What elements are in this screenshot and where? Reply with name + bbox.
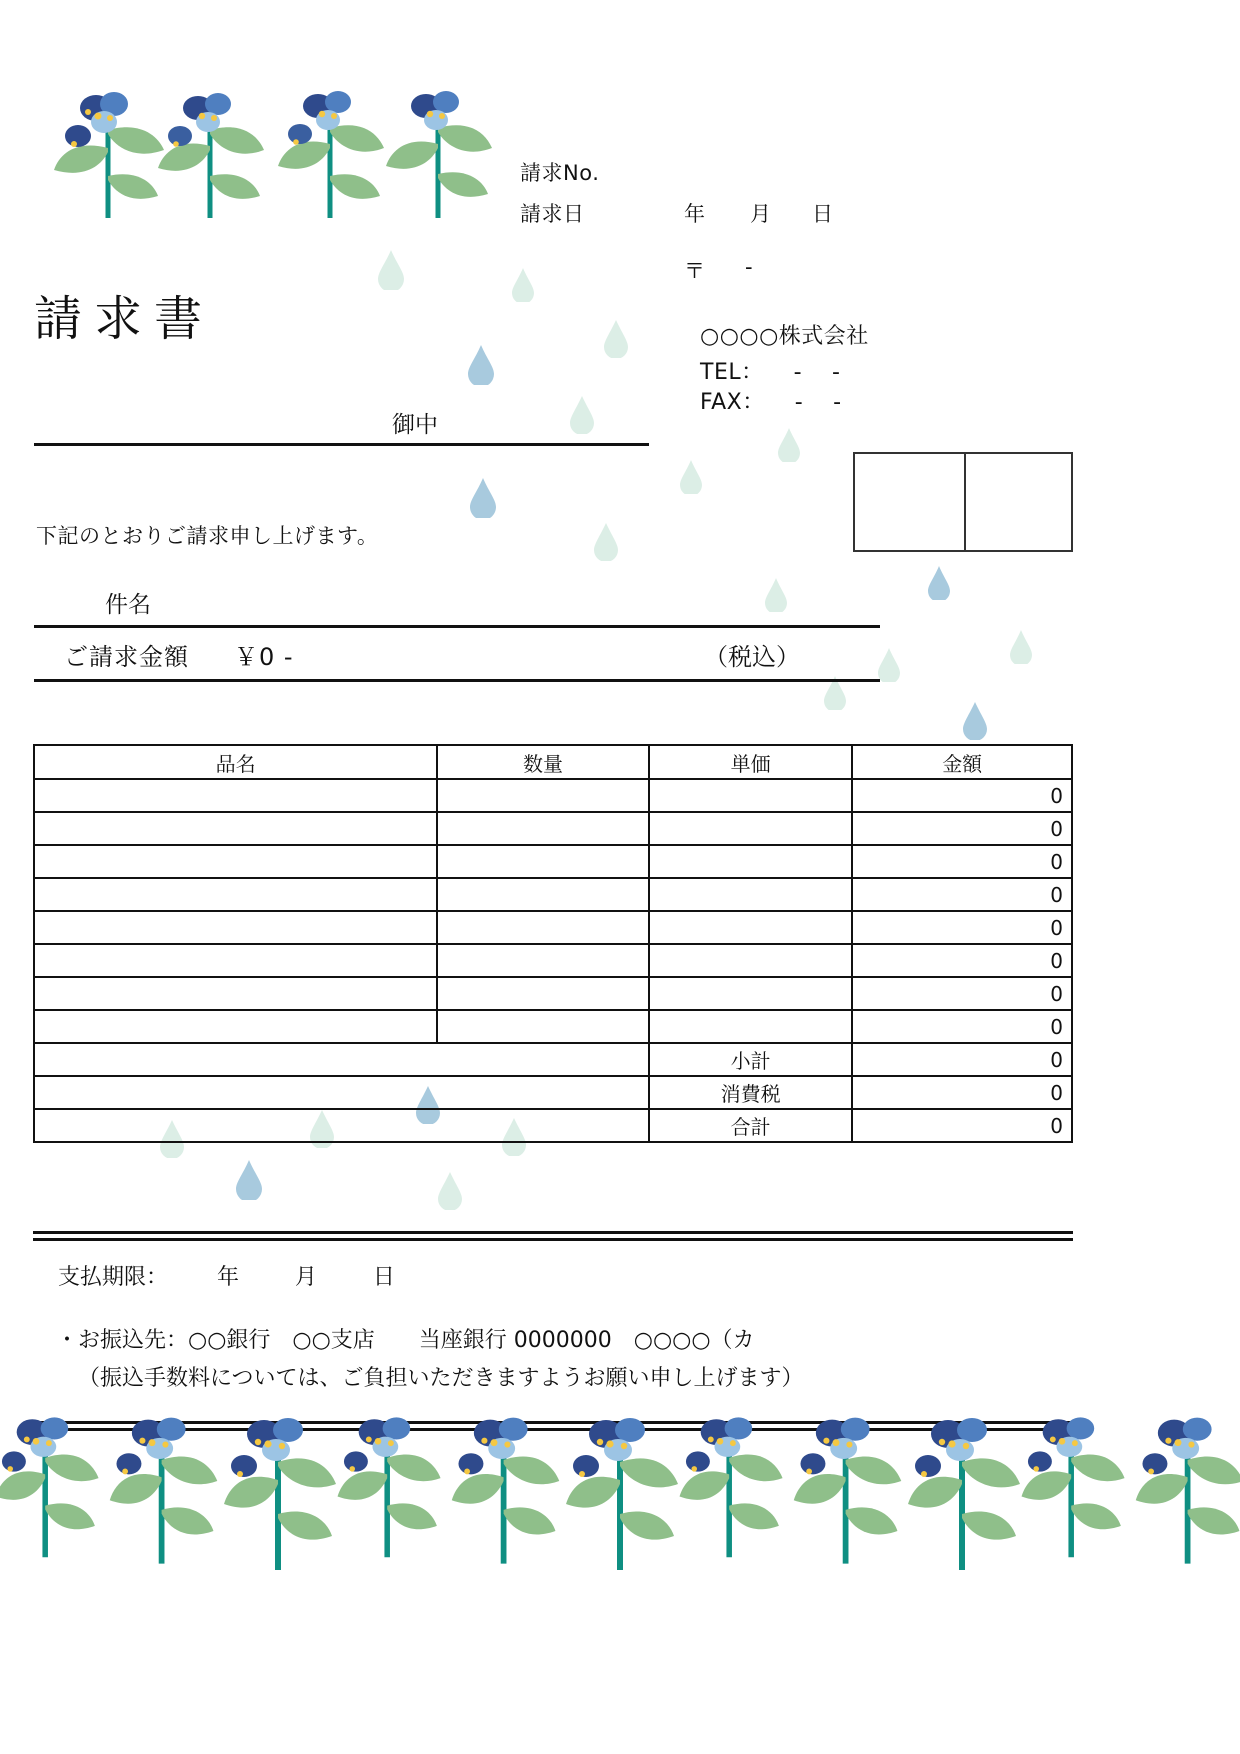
table-row xyxy=(34,845,1072,878)
postal-code-dash: - xyxy=(745,255,754,279)
cell-price[interactable] xyxy=(649,779,853,812)
issuer-fax: FAX： - - xyxy=(700,390,842,415)
cell-qty[interactable] xyxy=(437,911,649,944)
table-row xyxy=(34,812,1072,845)
postal-code-mark: 〒 xyxy=(684,259,706,283)
column-header-item-name: 品名 xyxy=(34,745,437,779)
total-amount-value: ￥0 - xyxy=(234,643,294,671)
cell-amount[interactable]: 0 xyxy=(852,977,1072,1010)
subject-label: 件名 xyxy=(105,592,151,618)
invoice-date-label: 請求日 xyxy=(520,202,585,226)
issuer-company-name: ○○○○株式会社 xyxy=(700,324,869,349)
column-header-unit-price: 単価 xyxy=(649,745,853,779)
bank-transfer-line: ・お振込先：○○銀行 ○○支店 当座銀行 0000000 ○○○○（カ xyxy=(56,1328,755,1353)
bank-fee-note: （振込手数料については、ご負担いただきますようお願い申し上げます） xyxy=(78,1366,804,1391)
invoice-number-label: 請求No. xyxy=(520,161,600,185)
summary-amount[interactable]: 0 xyxy=(852,1043,1072,1076)
invoice-date-day-label: 日 xyxy=(812,202,834,226)
cell-price[interactable] xyxy=(649,878,853,911)
total-amount-label: ご請求金額 xyxy=(64,643,189,671)
cell-amount[interactable]: 0 xyxy=(852,878,1072,911)
summary-amount[interactable]: 0 xyxy=(852,1109,1072,1142)
column-header-quantity: 数量 xyxy=(437,745,649,779)
page-title: 請求書 xyxy=(34,291,215,347)
cell-name[interactable] xyxy=(34,779,437,812)
summary-spacer xyxy=(34,1109,649,1142)
raindrop-icon xyxy=(236,1160,262,1200)
client-name-rule xyxy=(34,443,649,446)
table-row xyxy=(34,878,1072,911)
column-header-amount: 金額 xyxy=(852,745,1072,779)
raindrop-icon xyxy=(928,566,950,600)
cell-price[interactable] xyxy=(649,812,853,845)
floral-decoration-bottom xyxy=(0,1390,1240,1570)
cell-amount[interactable]: 0 xyxy=(852,812,1072,845)
raindrop-icon xyxy=(963,702,987,740)
cell-name[interactable] xyxy=(34,845,437,878)
cell-qty[interactable] xyxy=(437,1010,649,1043)
cell-name[interactable] xyxy=(34,911,437,944)
raindrop-icon xyxy=(604,320,628,358)
cell-qty[interactable] xyxy=(437,845,649,878)
cell-name[interactable] xyxy=(34,1010,437,1043)
raindrop-icon xyxy=(512,268,534,302)
cell-price[interactable] xyxy=(649,944,853,977)
table-row xyxy=(34,911,1072,944)
summary-row xyxy=(34,1109,1072,1142)
issuer-tel: TEL： - - xyxy=(700,360,841,385)
cell-name[interactable] xyxy=(34,878,437,911)
cell-name[interactable] xyxy=(34,812,437,845)
table-row xyxy=(34,944,1072,977)
cell-amount[interactable]: 0 xyxy=(852,779,1072,812)
table-row xyxy=(34,977,1072,1010)
stamp-box-divider xyxy=(964,454,966,550)
cell-name[interactable] xyxy=(34,977,437,1010)
raindrop-icon xyxy=(878,648,900,682)
cell-amount[interactable]: 0 xyxy=(852,845,1072,878)
raindrop-icon xyxy=(1010,630,1032,664)
invoice-date-year-label: 年 xyxy=(684,202,706,226)
summary-spacer xyxy=(34,1043,649,1076)
cell-qty[interactable] xyxy=(437,779,649,812)
client-honorific: 御中 xyxy=(392,412,438,438)
request-statement: 下記のとおりご請求申し上げます。 xyxy=(36,524,379,548)
raindrop-icon xyxy=(778,428,800,462)
cell-price[interactable] xyxy=(649,845,853,878)
tax-inclusive-note: （税込） xyxy=(704,643,800,671)
cell-name[interactable] xyxy=(34,944,437,977)
invoice-date-month-label: 月 xyxy=(750,202,772,226)
table-row xyxy=(34,779,1072,812)
raindrop-icon xyxy=(378,250,404,290)
amount-rule xyxy=(34,679,880,682)
summary-label: 消費税 xyxy=(649,1076,853,1109)
stamp-box xyxy=(853,452,1073,552)
cell-qty[interactable] xyxy=(437,944,649,977)
raindrop-icon xyxy=(680,460,702,494)
section-divider-lower xyxy=(33,1421,1073,1431)
raindrop-icon xyxy=(468,345,494,385)
section-divider-upper xyxy=(33,1231,1073,1241)
payment-due-line: 支払期限： 年 月 日 xyxy=(58,1265,395,1290)
cell-price[interactable] xyxy=(649,1010,853,1043)
cell-qty[interactable] xyxy=(437,977,649,1010)
raindrop-icon xyxy=(570,396,594,434)
table-row xyxy=(34,1010,1072,1043)
raindrop-icon xyxy=(438,1172,462,1210)
cell-amount[interactable]: 0 xyxy=(852,944,1072,977)
subject-rule xyxy=(34,625,880,628)
items-table xyxy=(33,744,1073,1143)
floral-decoration-top xyxy=(28,78,528,218)
summary-label: 合計 xyxy=(649,1109,853,1142)
cell-price[interactable] xyxy=(649,977,853,1010)
summary-label: 小計 xyxy=(649,1043,853,1076)
raindrop-icon xyxy=(594,523,618,561)
cell-qty[interactable] xyxy=(437,878,649,911)
raindrop-icon xyxy=(470,478,496,518)
summary-spacer xyxy=(34,1076,649,1109)
summary-amount[interactable]: 0 xyxy=(852,1076,1072,1109)
cell-amount[interactable]: 0 xyxy=(852,911,1072,944)
table-header-row xyxy=(34,745,1072,779)
cell-amount[interactable]: 0 xyxy=(852,1010,1072,1043)
cell-qty[interactable] xyxy=(437,812,649,845)
raindrop-icon xyxy=(765,578,787,612)
summary-row xyxy=(34,1043,1072,1076)
cell-price[interactable] xyxy=(649,911,853,944)
summary-row xyxy=(34,1076,1072,1109)
